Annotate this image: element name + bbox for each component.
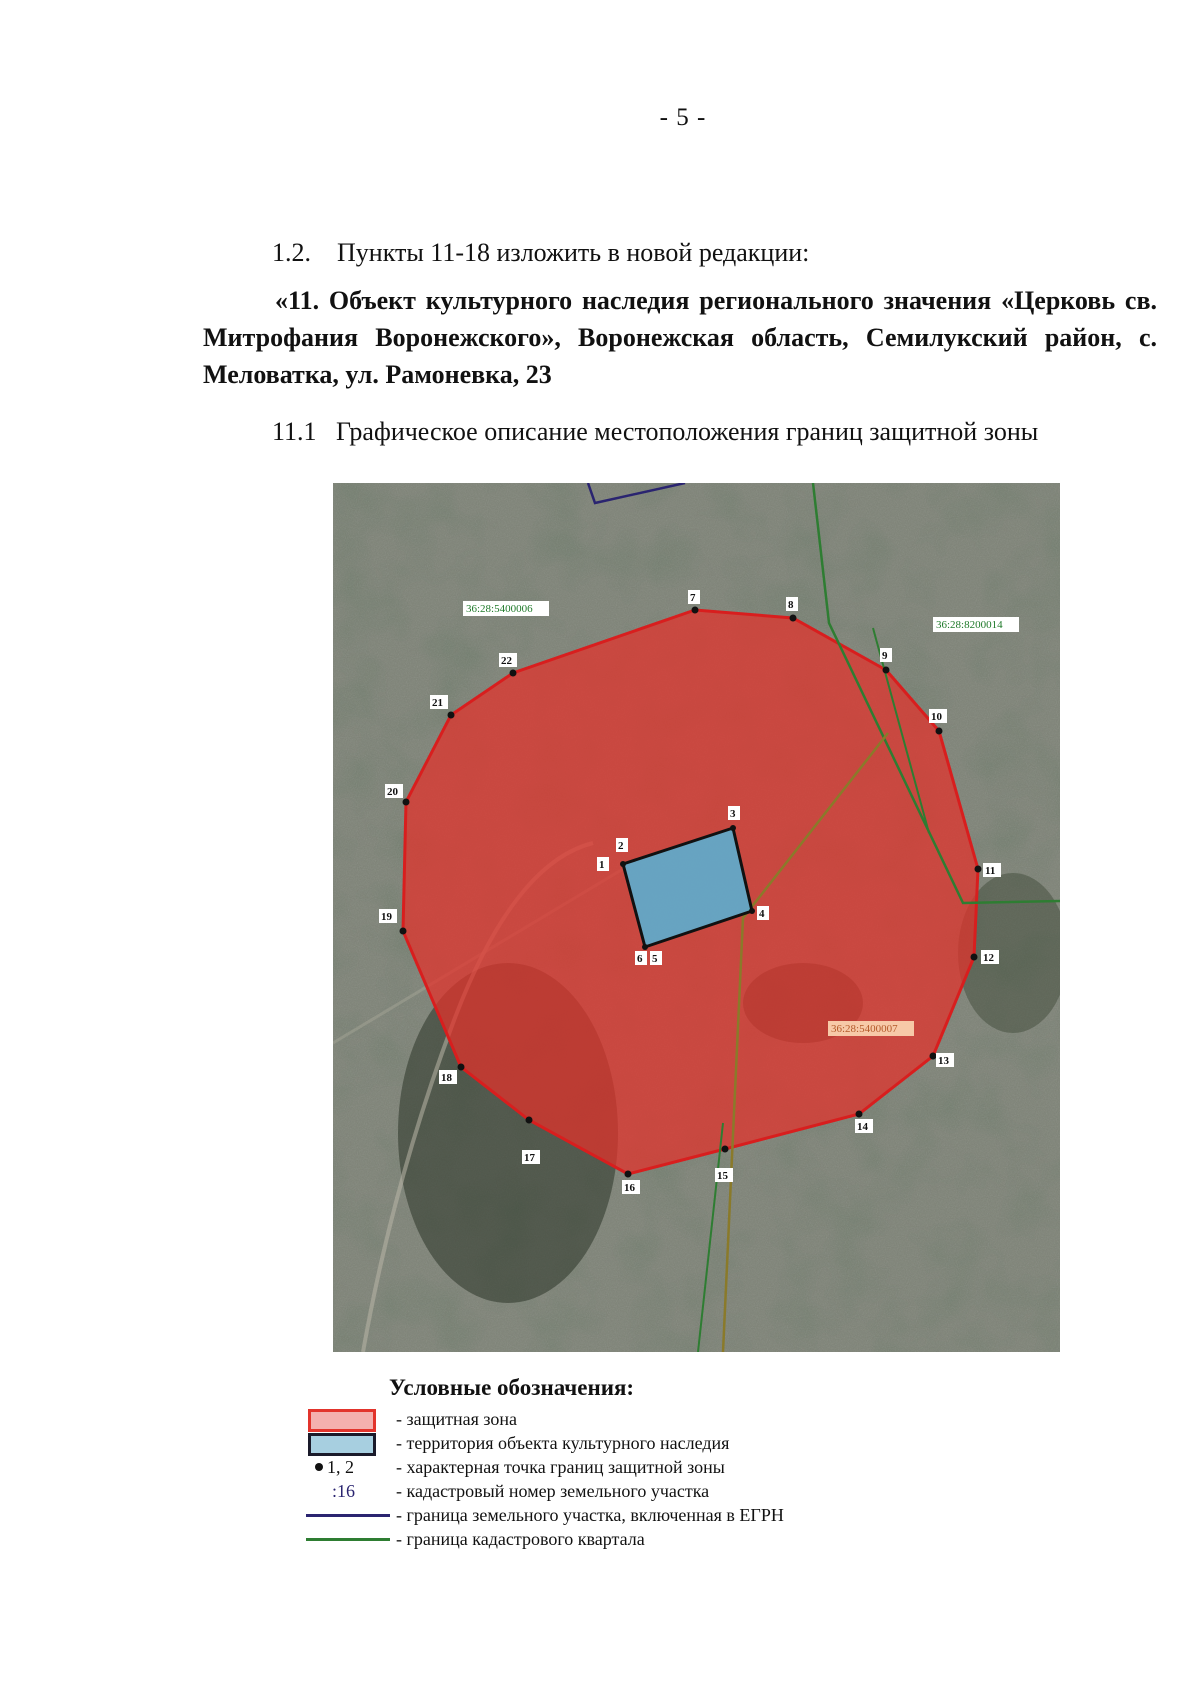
heritage-territory-swatch <box>308 1433 376 1456</box>
point-marker <box>448 712 455 719</box>
point-marker <box>971 954 978 961</box>
legend-item-protection-zone <box>280 1408 980 1431</box>
legend-label: - характерная точка границ защитной зоны <box>396 1457 725 1477</box>
point-marker <box>692 607 699 614</box>
point-marker <box>722 1146 729 1153</box>
point-label: 1 <box>599 859 605 871</box>
point-marker <box>936 728 943 735</box>
point-marker <box>883 667 890 674</box>
legend-title: Условные обозначения: <box>389 1375 635 1400</box>
point-label: 16 <box>624 1182 635 1194</box>
map-legend <box>280 1375 980 1555</box>
point-label: 6 <box>637 953 643 965</box>
point-label: 9 <box>882 650 888 662</box>
cadastral-label: 36:28:5400006 <box>466 603 533 615</box>
point-label: 13 <box>938 1055 949 1067</box>
point-label: 12 <box>983 952 994 964</box>
point-label: 15 <box>717 1170 728 1182</box>
point-label: 21 <box>432 697 443 709</box>
point-marker <box>620 861 626 867</box>
point-marker <box>975 866 982 873</box>
point-marker <box>642 944 648 950</box>
item-heading: 1.2. Пункты 11-18 изложить в новой редакции: <box>272 238 810 267</box>
point-label: 22 <box>501 655 512 667</box>
map-subheading: 11.1 Графическое описание местоположения границ защитной зоны <box>272 417 1039 446</box>
legend-item-land-parcel-boundary <box>280 1504 980 1527</box>
cadastral-label: 36:28:5400007 <box>831 1023 898 1035</box>
point-label: 10 <box>931 711 942 723</box>
legend-label: - кадастровый номер земельного участка <box>396 1481 710 1501</box>
point-marker <box>790 615 797 622</box>
point-label: 7 <box>690 592 696 604</box>
legend-label: - граница кадастрового квартала <box>396 1529 645 1549</box>
cadastral-quarter-line-swatch <box>306 1538 390 1541</box>
point-marker <box>856 1111 863 1118</box>
point-marker <box>526 1117 533 1124</box>
point-label: 5 <box>652 953 658 965</box>
point-label: 4 <box>759 908 765 920</box>
legend-item-cadastral-number <box>280 1480 980 1503</box>
point-marker <box>930 1053 937 1060</box>
point-label: 18 <box>441 1072 452 1084</box>
point-marker <box>749 908 755 914</box>
cadastral-number-symbol: :16 <box>332 1481 356 1501</box>
point-label: 19 <box>381 911 392 923</box>
legend-label: - граница земельного участка, включенная в ЕГРН <box>396 1505 784 1525</box>
point-label: 20 <box>387 786 398 798</box>
point-label: 14 <box>857 1121 868 1133</box>
legend-label: - защитная зона <box>396 1409 517 1429</box>
legend-item-cadastral-quarter-boundary <box>280 1528 980 1551</box>
page-number: - 5 - <box>659 104 707 131</box>
protection-zone-swatch <box>308 1409 376 1432</box>
point-label: 8 <box>788 599 794 611</box>
point-label: 2 <box>618 840 624 852</box>
point-marker <box>625 1171 632 1178</box>
legend-label: - территория объекта культурного наследия <box>396 1433 730 1453</box>
cadastral-label: 36:28:8200014 <box>936 619 1003 631</box>
land-parcel-line-swatch <box>306 1514 390 1517</box>
point-label: 3 <box>730 808 736 820</box>
protection-zone-map <box>333 483 1060 1352</box>
heritage-object-title: «11. Объект культурного наследия регионального значения «Церковь св. Митрофания Воронежского», Воронежская область, Семилукский район, с. Меловатка, ул. Рамоневка, 23 <box>203 286 1157 389</box>
point-marker <box>458 1064 465 1071</box>
point-marker <box>400 928 407 935</box>
point-marker <box>403 799 410 806</box>
point-symbol: 1, 2 <box>315 1456 354 1479</box>
legend-item-heritage-territory <box>280 1432 980 1455</box>
point-label: 17 <box>524 1152 535 1164</box>
point-label: 11 <box>985 865 996 877</box>
point-marker <box>730 825 736 831</box>
legend-item-characteristic-point <box>280 1456 980 1479</box>
point-marker <box>510 670 517 677</box>
point-dot-icon <box>315 1463 323 1471</box>
